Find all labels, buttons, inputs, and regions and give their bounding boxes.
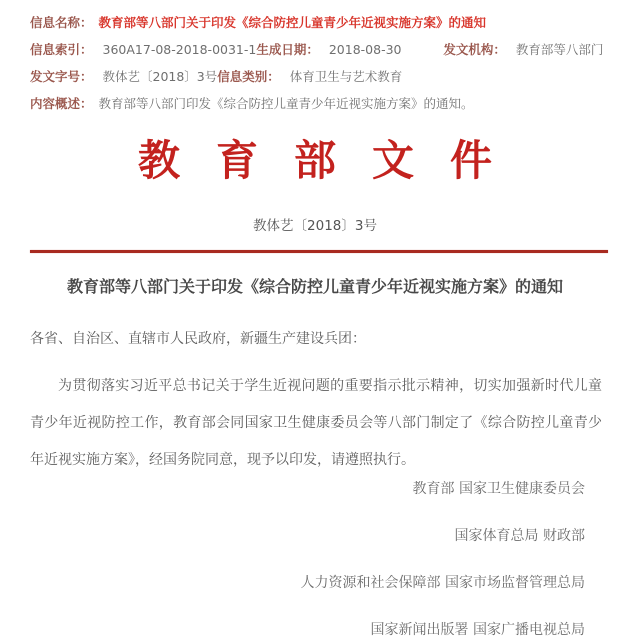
meta-index-group xyxy=(30,40,256,58)
meta-block xyxy=(0,0,630,112)
salutation-line: 各省、自治区、直辖市人民政府，新疆生产建设兵团： xyxy=(30,331,366,347)
meta-docno-group xyxy=(30,67,217,85)
meta-summary-label: 内容概述： xyxy=(30,96,93,111)
signatory-line: 教育部 国家卫生健康委员会 xyxy=(412,481,585,497)
meta-agency-group xyxy=(443,40,608,58)
signatory-line: 国家新闻出版署 国家广播电视总局 xyxy=(370,622,585,638)
signatory-line: 国家体育总局 财政部 xyxy=(454,528,585,544)
meta-docno-value: 教体艺〔2018〕3号 xyxy=(102,69,218,84)
meta-category-group xyxy=(217,67,608,85)
meta-date-label: 生成日期： xyxy=(256,42,319,57)
meta-summary-value: 教育部等八部门印发《综合防控儿童青少年近视实施方案》的通知。 xyxy=(98,96,474,111)
meta-index-label: 信息索引： xyxy=(30,42,93,57)
meta-row-name xyxy=(30,13,608,31)
meta-date-value: 2018-08-30 xyxy=(328,42,402,57)
meta-row-docno-category xyxy=(30,67,608,85)
notice-title: 教育部等八部门关于印发《综合防控儿童青少年近视实施方案》的通知 xyxy=(66,277,563,296)
meta-agency-value: 教育部等八部门 xyxy=(515,42,604,57)
meta-name-label: 信息名称： xyxy=(30,15,93,30)
meta-date-group xyxy=(256,40,443,58)
masthead-title: 教育部文件 xyxy=(137,136,528,185)
meta-name-value: 教育部等八部门关于印发《综合防控儿童青少年近视实施方案》的通知 xyxy=(98,15,487,30)
body-paragraph: 为贯彻落实习近平总书记关于学生近视问题的重要指示批示精神，切实加强新时代儿童青少年近视防控工作，教育部会同国家卫生健康委员会等八部门制定了《综合防控儿童青少年近视实施方案》，经国务院同意，现予以印发，请遵照执行。 xyxy=(30,378,602,468)
meta-row-summary xyxy=(30,94,608,112)
meta-category-label: 信息类别： xyxy=(217,69,280,84)
meta-docno-label: 发文字号： xyxy=(30,69,93,84)
meta-agency-label: 发文机构： xyxy=(443,42,506,57)
meta-row-index-date-agency xyxy=(30,40,608,58)
signatory-block xyxy=(30,480,585,639)
meta-index-value: 360A17-08-2018-0031-1 xyxy=(102,42,257,57)
red-separator-rule xyxy=(30,250,608,253)
signatory-line: 人力资源和社会保障部 国家市场监督管理总局 xyxy=(300,575,585,591)
meta-category-value: 体育卫生与艺术教育 xyxy=(289,69,403,84)
document-number: 教体艺〔2018〕3号 xyxy=(253,218,377,234)
